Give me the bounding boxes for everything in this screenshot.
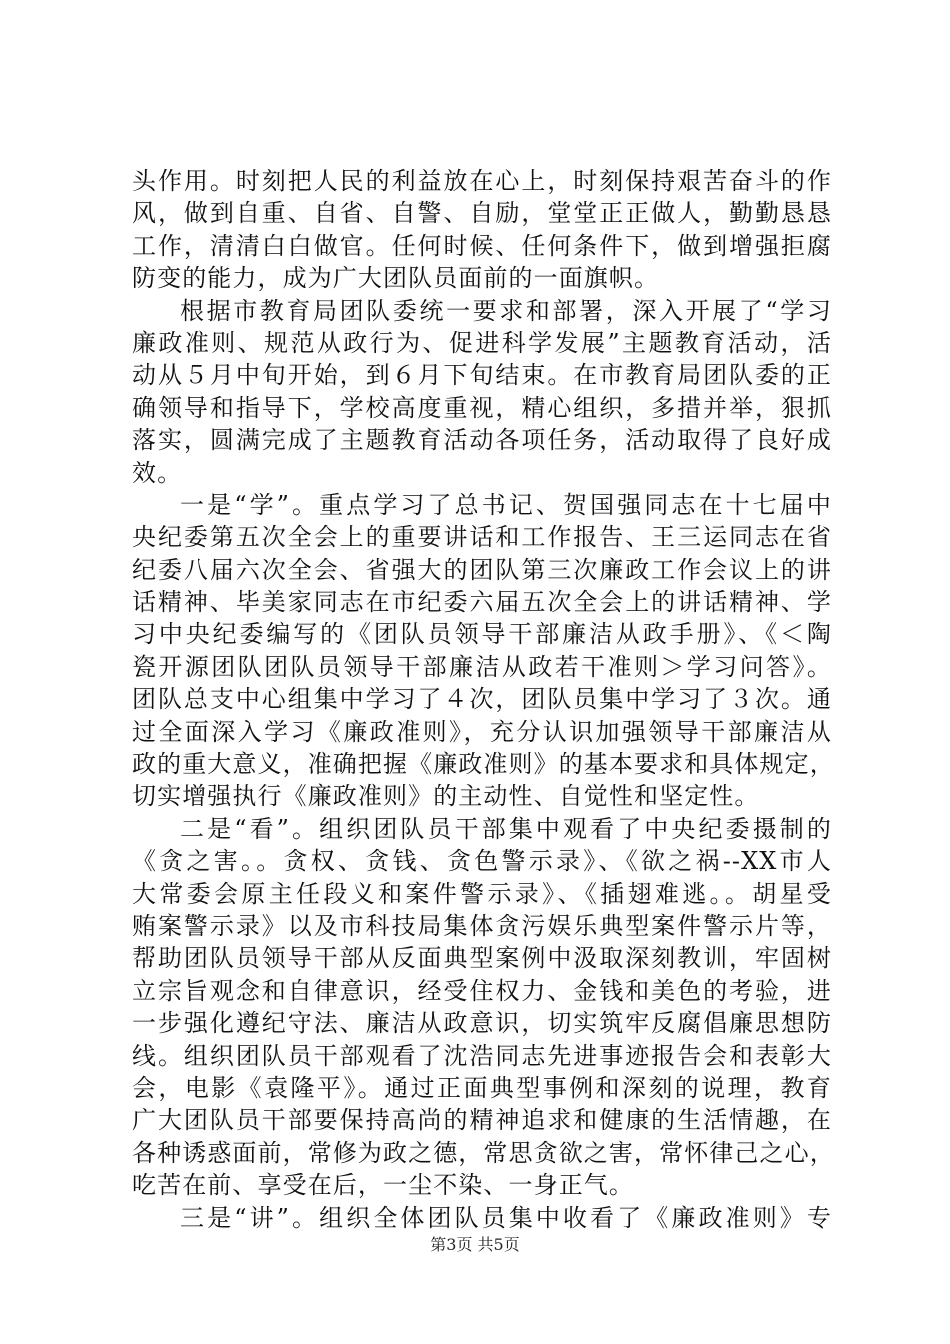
paragraph-start-line: 三是“讲”。组织全体团队员集中收看了《廉政准则》专 — [180, 1203, 832, 1232]
text-line: 切实增强执行《廉政准则》的主动性、自觉性和坚定性。 — [132, 782, 760, 811]
text-line: 线。组织团队员干部观看了沈浩同志先进事迹报告会和表彰大 — [132, 1041, 832, 1070]
body-text — [132, 165, 835, 1234]
text-line: 话精神、毕美家同志在市纪委六届五次全会上的讲话精神、学 — [132, 588, 832, 617]
page-number-footer: 第3页 共5页 — [430, 1235, 520, 1254]
text-line: 落实，圆满完成了主题教育活动各项任务，活动取得了良好成 — [132, 426, 832, 455]
text-line: 一步强化遵纪守法、廉洁从政意识，切实筑牢反腐倡廉思想防 — [132, 1009, 832, 1038]
text-line: 吃苦在前、享受在后，一尘不染、一身正气。 — [132, 1171, 634, 1200]
text-line: 风，做到自重、自省、自警、自励，堂堂正正做人，勤勤恳恳 — [132, 199, 832, 228]
text-line: 央纪委第五次全会上的重要讲话和工作报告、王三运同志在省 — [132, 523, 832, 552]
text-line: 立宗旨观念和自律意识，经受住权力、金钱和美色的考验，进 — [132, 976, 832, 1005]
text-line: 习中央纪委编写的《团队员领导干部廉洁从政手册》、《＜陶 — [132, 620, 832, 649]
text-line: 工作，清清白白做官。任何时候、任何条件下，做到增强拒腐 — [132, 231, 832, 260]
text-line: 会，电影《袁隆平》。通过正面典型事例和深刻的说理，教育 — [132, 1073, 832, 1102]
text-line: 动从５月中旬开始，到６月下旬结束。在市教育局团队委的正 — [132, 361, 832, 390]
text-line: 效。 — [132, 458, 183, 487]
text-line: 确领导和指导下，学校高度重视，精心组织，多措并举，狠抓 — [132, 393, 832, 422]
text-line: 大常委会原主任段义和案件警示录》、《插翅难逃。。胡星受 — [132, 879, 832, 908]
text-line: 各种诱惑面前，常修为政之德，常思贪欲之害，常怀律己之心， — [132, 1138, 835, 1167]
text-line: 头作用。时刻把人民的利益放在心上，时刻保持艰苦奋斗的作 — [132, 167, 832, 195]
text-line: 廉政准则、规范从政行为、促进科学发展”主题教育活动，活 — [132, 328, 832, 357]
text-line: 防变的能力，成为广大团队员面前的一面旗帜。 — [132, 264, 660, 293]
text-line: 帮助团队员领导干部从反面典型案例中汲取深刻教训，牢固树 — [132, 944, 832, 973]
text-line: 纪委八届六次全会、省强大的团队第三次廉政工作会议上的讲 — [132, 555, 832, 584]
text-line: 广大团队员干部要保持高尚的精神追求和健康的生活情趣，在 — [132, 1106, 832, 1135]
text-line: 贿案警示录》以及市科技局集体贪污娱乐典型案件警示片等， — [132, 911, 832, 940]
text-line: 政的重大意义，准确把握《廉政准则》的基本要求和具体规定， — [132, 750, 835, 779]
paragraph-start-line: 一是“学”。重点学习了总书记、贺国强同志在十七届中 — [180, 490, 832, 519]
text-line: 过全面深入学习《廉政准则》，充分认识加强领导干部廉洁从 — [132, 717, 832, 746]
text-line: 团队总支中心组集中学习了４次，团队员集中学习了３次。通 — [132, 685, 832, 714]
paragraph-start-line: 二是“看”。组织团队员干部集中观看了中央纪委摄制的 — [180, 814, 832, 843]
text-line: 《贪之害。。贪权、贪钱、贪色警示录》、《欲之祸--XX市人 — [132, 847, 832, 876]
text-line: 瓷开源团队团队员领导干部廉洁从政若干准则＞学习问答》。 — [132, 652, 832, 681]
paragraph-start-line: 根据市教育局团队委统一要求和部署，深入开展了“学习 — [180, 296, 832, 325]
